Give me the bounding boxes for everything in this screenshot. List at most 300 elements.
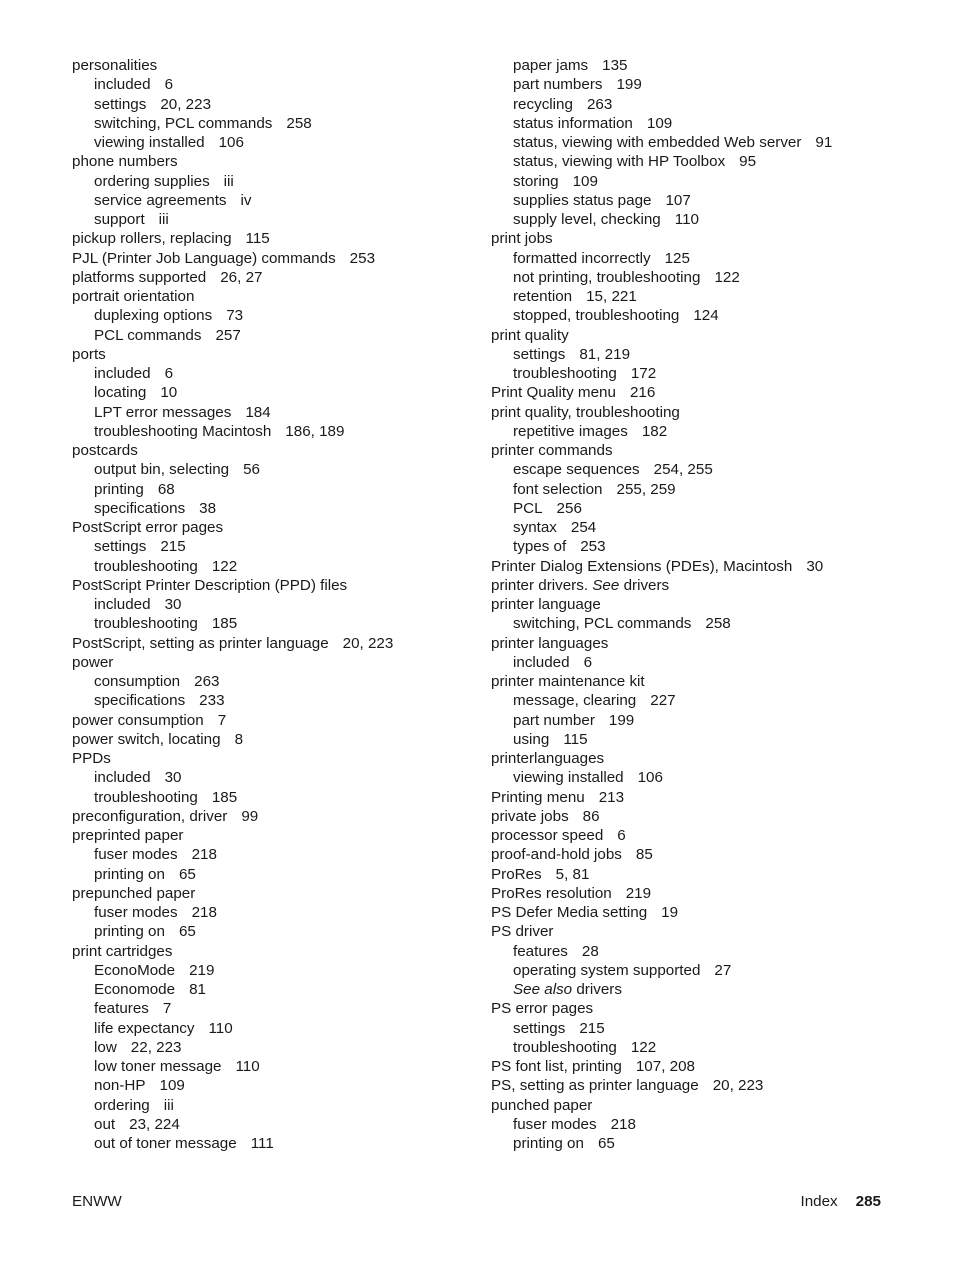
index-entry	[72, 884, 472, 903]
page-reference: 219	[625, 884, 652, 902]
index-subentry	[72, 865, 472, 884]
page-reference: 125	[664, 249, 690, 267]
footer-page-number: 285	[855, 1193, 881, 1210]
index-term: switching, PCL commands	[513, 615, 692, 633]
index-subentry	[72, 980, 472, 999]
page-reference: 106	[637, 769, 663, 787]
index-subentry	[72, 1076, 472, 1095]
index-term: PS error pages	[491, 1000, 594, 1018]
index-term: troubleshooting	[94, 615, 198, 633]
page-reference: 172	[630, 365, 657, 382]
index-term: prepunched paper	[72, 884, 196, 902]
index-term: settings	[513, 345, 566, 363]
page-reference: 109	[646, 114, 673, 132]
page-reference: 22, 223	[130, 1038, 182, 1056]
page-reference: 23, 224	[129, 1115, 180, 1133]
index-term: PS font list, printing	[491, 1058, 622, 1075]
index-subentry	[72, 460, 472, 479]
index-term: EconoMode	[94, 961, 176, 979]
index-entry	[491, 326, 941, 345]
page-reference: 56	[243, 461, 260, 479]
index-entry	[72, 807, 472, 826]
index-entry	[491, 403, 941, 422]
index-entry	[72, 152, 472, 171]
index-entry	[72, 518, 472, 537]
page-reference: 85	[635, 846, 653, 864]
index-term: features	[513, 942, 568, 960]
index-entry	[491, 884, 941, 903]
page-reference: 20, 223	[342, 634, 394, 652]
page-reference: 215	[160, 538, 186, 556]
index-entry	[491, 903, 941, 922]
index-subentry	[491, 980, 941, 999]
index-subentry	[72, 557, 472, 576]
index-subentry	[72, 95, 472, 114]
page-reference: 263	[586, 95, 613, 113]
index-subentry	[491, 364, 941, 383]
index-term: duplexing options	[94, 307, 213, 325]
page-reference: 15, 221	[586, 288, 637, 305]
index-term: ordering	[94, 1096, 150, 1114]
index-entry	[72, 749, 472, 768]
index-subentry	[72, 595, 472, 614]
page-reference: 218	[610, 1115, 636, 1133]
index-column-left	[72, 56, 472, 1153]
index-term: preconfiguration, driver	[72, 807, 228, 825]
index-entry	[491, 441, 941, 460]
index-term: PS Defer Media setting	[491, 904, 648, 921]
index-term: Printing menu	[491, 788, 585, 806]
page-reference: 109	[572, 172, 598, 190]
page-reference: 30	[164, 769, 182, 787]
index-term: postcards	[72, 442, 138, 459]
index-term: support	[94, 211, 145, 228]
page-reference: 30	[806, 557, 824, 575]
page-reference: 254	[570, 519, 597, 536]
index-term: viewing installed	[94, 134, 205, 151]
index-subentry	[72, 1038, 472, 1057]
index-entry	[72, 576, 472, 595]
index-subentry	[491, 268, 941, 287]
index-subentry	[491, 499, 941, 518]
page-reference: 122	[714, 268, 740, 286]
cross-reference-label: See	[592, 576, 620, 594]
index-subentry	[491, 345, 941, 364]
page-reference: 81	[189, 981, 206, 998]
index-subentry	[72, 210, 472, 229]
index-entry	[72, 345, 472, 364]
index-term: part number	[513, 711, 595, 729]
index-term: PostScript, setting as printer language	[72, 634, 329, 652]
index-term: status, viewing with embedded Web server	[513, 134, 802, 151]
page-reference: 8	[234, 730, 244, 748]
page-reference: 122	[630, 1038, 657, 1056]
index-term: printing on	[94, 865, 165, 883]
page-reference: 6	[583, 653, 593, 671]
index-column-right	[491, 56, 941, 1153]
index-term: non-HP	[94, 1077, 146, 1095]
index-entry	[72, 711, 472, 730]
index-entry	[491, 672, 941, 691]
index-term: portrait orientation	[72, 288, 195, 305]
index-term: supplies status page	[513, 191, 652, 209]
page-reference: 218	[191, 904, 217, 921]
page-reference: 122	[211, 557, 238, 575]
index-term: included	[94, 769, 151, 787]
index-entry	[72, 653, 472, 672]
index-term: viewing installed	[513, 769, 624, 787]
index-term: printer drivers.	[491, 576, 589, 594]
index-term: preprinted paper	[72, 827, 184, 844]
footer-page-label	[801, 1192, 882, 1211]
index-subentry	[72, 903, 472, 922]
page-reference: 38	[199, 499, 217, 517]
page-reference: 233	[199, 692, 225, 710]
index-term: using	[513, 730, 550, 748]
index-subentry	[491, 730, 941, 749]
index-term: settings	[94, 538, 147, 556]
index-term: status information	[513, 114, 633, 132]
index-subentry	[72, 1057, 472, 1076]
index-term: stopped, troubleshooting	[513, 307, 680, 325]
page-reference: 253	[580, 538, 606, 556]
index-subentry	[491, 614, 941, 633]
index-subentry	[491, 1038, 941, 1057]
index-term: included	[94, 596, 151, 613]
index-subentry	[491, 172, 941, 191]
index-term: platforms supported	[72, 268, 207, 286]
index-subentry	[72, 961, 472, 980]
index-term: private jobs	[491, 807, 569, 825]
page-reference: 111	[250, 1135, 274, 1152]
index-term: PostScript Printer Description (PPD) files	[72, 576, 348, 594]
page-reference: 253	[349, 249, 376, 267]
page-reference: 263	[194, 673, 220, 690]
index-subentry	[72, 306, 472, 325]
index-subentry	[491, 152, 941, 171]
index-term: printing	[94, 480, 144, 498]
index-subentry	[72, 922, 472, 941]
page-reference: iv	[240, 191, 252, 209]
index-entry	[72, 942, 472, 961]
index-subentry	[491, 75, 941, 94]
index-subentry	[491, 942, 941, 961]
index-term: ProRes resolution	[491, 884, 612, 902]
page-reference: 184	[245, 403, 271, 421]
page-reference: 68	[157, 480, 175, 498]
page-reference: 182	[641, 422, 668, 440]
index-term: specifications	[94, 692, 186, 710]
page-reference: 185	[211, 788, 238, 806]
page-reference: 215	[579, 1019, 605, 1037]
index-subentry	[491, 653, 941, 672]
index-entry	[491, 922, 941, 941]
page-reference: 186, 189	[285, 422, 345, 440]
index-subentry	[491, 518, 941, 537]
index-term: included	[94, 76, 151, 94]
page-reference: 106	[218, 134, 244, 151]
page-reference: 30	[164, 596, 182, 613]
page-reference: 199	[616, 76, 642, 94]
index-entry	[491, 576, 941, 595]
index-term: output bin, selecting	[94, 461, 230, 479]
index-term: settings	[94, 95, 147, 113]
cross-reference-target: drivers	[576, 981, 622, 998]
index-entry	[491, 826, 941, 845]
index-entry	[491, 749, 941, 768]
page-reference: 107, 208	[635, 1058, 695, 1075]
page-reference: 257	[215, 326, 241, 344]
index-subentry	[491, 56, 941, 75]
index-term: specifications	[94, 499, 186, 517]
index-term: phone numbers	[72, 153, 178, 171]
index-subentry	[72, 1134, 472, 1153]
index-term: troubleshooting	[513, 1038, 617, 1056]
index-subentry	[491, 306, 941, 325]
index-term: service agreements	[94, 191, 227, 209]
index-term: supply level, checking	[513, 211, 661, 228]
index-term: not printing, troubleshooting	[513, 268, 701, 286]
page-reference: 27	[714, 961, 732, 979]
index-subentry	[72, 114, 472, 133]
page-reference: 65	[178, 923, 196, 941]
page-reference: 86	[582, 807, 600, 825]
index-term: processor speed	[491, 827, 604, 844]
index-subentry	[72, 788, 472, 807]
index-term: power	[72, 653, 114, 671]
page-reference: 7	[217, 711, 227, 729]
index-subentry	[72, 75, 472, 94]
index-entry	[491, 557, 941, 576]
index-subentry	[491, 249, 941, 268]
index-term: fuser modes	[513, 1115, 597, 1133]
page-reference: 6	[164, 365, 174, 382]
index-term: out	[94, 1115, 116, 1133]
index-subentry	[491, 768, 941, 787]
index-subentry	[491, 191, 941, 210]
index-subentry	[491, 133, 941, 152]
index-subentry	[491, 961, 941, 980]
index-term: Economode	[94, 981, 176, 998]
index-subentry	[72, 845, 472, 864]
footer-section-name: Index	[800, 1193, 838, 1210]
index-subentry	[72, 537, 472, 556]
index-subentry	[72, 999, 472, 1018]
index-subentry	[491, 210, 941, 229]
index-subentry	[72, 691, 472, 710]
page-reference: 255, 259	[616, 480, 676, 498]
index-subentry	[72, 614, 472, 633]
index-term: Print Quality menu	[491, 384, 616, 402]
index-term: escape sequences	[513, 461, 640, 479]
index-term: fuser modes	[94, 846, 178, 864]
page-reference: iii	[163, 1096, 174, 1114]
index-entry	[491, 634, 941, 653]
index-term: font selection	[513, 480, 603, 498]
index-term: formatted incorrectly	[513, 249, 651, 267]
page-reference: 99	[241, 807, 259, 825]
index-subentry	[72, 133, 472, 152]
page-reference: iii	[158, 211, 169, 228]
page-reference: 254, 255	[653, 461, 713, 479]
page-reference: 10	[160, 384, 178, 402]
index-term: PPDs	[72, 750, 111, 767]
index-term: types of	[513, 538, 567, 556]
index-entry	[491, 229, 941, 248]
index-term: fuser modes	[94, 904, 178, 921]
index-term: repetitive images	[513, 422, 628, 440]
index-term: ports	[72, 345, 106, 363]
page-reference: 258	[286, 114, 312, 132]
page-reference: 6	[164, 76, 174, 94]
index-term: locating	[94, 384, 147, 402]
index-term: PJL (Printer Job Language) commands	[72, 249, 336, 267]
index-subentry	[72, 326, 472, 345]
page-reference: 65	[178, 865, 196, 883]
index-subentry	[491, 1134, 941, 1153]
index-subentry	[491, 1019, 941, 1038]
index-term: recycling	[513, 95, 573, 113]
index-term: message, clearing	[513, 692, 637, 710]
index-term: consumption	[94, 673, 181, 690]
index-term: printer maintenance kit	[491, 673, 645, 690]
index-term: ordering supplies	[94, 172, 210, 190]
index-subentry	[491, 537, 941, 556]
index-entry	[72, 634, 472, 653]
index-term: printerlanguages	[491, 750, 605, 767]
index-subentry	[72, 1019, 472, 1038]
index-subentry	[72, 422, 472, 441]
index-term: printer languages	[491, 634, 609, 652]
index-subentry	[72, 499, 472, 518]
index-term: status, viewing with HP Toolbox	[513, 153, 726, 171]
page-reference: 109	[159, 1077, 185, 1095]
page-reference: 19	[661, 904, 679, 921]
index-subentry	[72, 1096, 472, 1115]
index-entry	[72, 249, 472, 268]
cross-reference-label: See also	[513, 981, 573, 998]
index-term: ProRes	[491, 865, 542, 883]
page-reference: 5, 81	[555, 865, 590, 883]
index-term: features	[94, 1000, 149, 1018]
page-reference: 91	[815, 134, 833, 151]
index-entry	[491, 807, 941, 826]
index-term: print quality	[491, 326, 569, 344]
index-term: included	[513, 653, 570, 671]
index-term: PCL	[513, 499, 543, 517]
page-reference: 81, 219	[579, 345, 631, 363]
index-entry	[491, 999, 941, 1018]
index-subentry	[491, 1115, 941, 1134]
page-reference: 28	[581, 942, 599, 960]
index-term: troubleshooting	[513, 365, 617, 382]
index-term: low	[94, 1038, 117, 1056]
index-subentry	[72, 191, 472, 210]
page-reference: 185	[211, 615, 238, 633]
index-subentry	[72, 480, 472, 499]
index-term: life expectancy	[94, 1019, 195, 1037]
page-reference: 110	[674, 211, 699, 228]
index-term: part numbers	[513, 76, 603, 94]
page-reference: 73	[226, 307, 244, 325]
index-entry	[72, 730, 472, 749]
index-subentry	[491, 460, 941, 479]
index-subentry	[491, 711, 941, 730]
index-term: power switch, locating	[72, 730, 221, 748]
index-term: print cartridges	[72, 942, 173, 960]
index-term: personalities	[72, 57, 158, 74]
page-reference: 26, 27	[220, 268, 263, 286]
index-subentry	[72, 768, 472, 787]
index-subentry	[491, 422, 941, 441]
index-term: proof-and-hold jobs	[491, 846, 622, 864]
index-term: troubleshooting	[94, 788, 198, 806]
page-reference: iii	[223, 172, 234, 190]
index-entry	[72, 441, 472, 460]
index-entry	[72, 287, 472, 306]
page-reference: 227	[650, 692, 676, 710]
index-entry	[72, 268, 472, 287]
index-subentry	[72, 172, 472, 191]
index-term: Printer Dialog Extensions (PDEs), Macintosh	[491, 557, 793, 575]
index-term: printing on	[94, 923, 165, 941]
index-term: print quality, troubleshooting	[491, 403, 680, 421]
page-reference: 20, 223	[712, 1077, 764, 1095]
index-entry	[491, 595, 941, 614]
index-term: out of toner message	[94, 1135, 237, 1152]
index-subentry	[491, 114, 941, 133]
index-term: printer commands	[491, 442, 613, 459]
index-subentry	[491, 480, 941, 499]
index-entry	[491, 845, 941, 864]
index-term: retention	[513, 288, 573, 305]
index-entry	[72, 826, 472, 845]
page-reference: 7	[162, 1000, 172, 1018]
index-term: LPT error messages	[94, 403, 232, 421]
index-term: included	[94, 365, 151, 382]
page-reference: 65	[597, 1135, 615, 1152]
page-reference: 6	[617, 827, 626, 844]
index-term: print jobs	[491, 230, 553, 248]
index-subentry	[72, 383, 472, 402]
index-term: PS driver	[491, 923, 554, 941]
page-reference: 124	[693, 307, 719, 325]
index-term: troubleshooting Macintosh	[94, 422, 272, 440]
index-entry	[72, 229, 472, 248]
page-reference: 110	[235, 1058, 260, 1075]
index-entry	[491, 865, 941, 884]
index-entry	[72, 56, 472, 75]
footer-publisher-code: ENWW	[72, 1193, 122, 1210]
index-subentry	[491, 691, 941, 710]
index-term: troubleshooting	[94, 557, 198, 575]
page-reference: 258	[705, 615, 731, 633]
index-subentry	[72, 672, 472, 691]
page-reference: 115	[245, 230, 270, 248]
page-reference: 216	[629, 384, 656, 402]
index-term: printing on	[513, 1135, 584, 1152]
page-reference: 107	[665, 191, 691, 209]
index-subentry	[72, 364, 472, 383]
index-term: pickup rollers, replacing	[72, 230, 232, 248]
index-term: settings	[513, 1019, 566, 1037]
page-reference: 219	[189, 961, 215, 979]
cross-reference-target: drivers	[623, 576, 670, 594]
page-reference: 199	[608, 711, 635, 729]
page-reference: 213	[598, 788, 625, 806]
page-reference: 218	[191, 846, 217, 864]
index-entry	[491, 1076, 941, 1095]
